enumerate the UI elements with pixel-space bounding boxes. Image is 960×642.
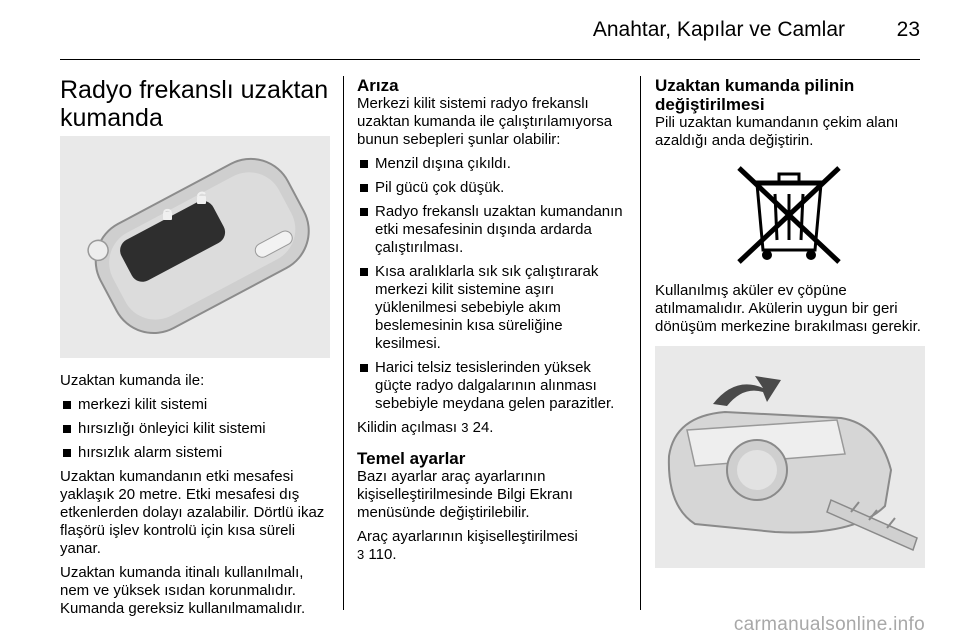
unlock-reference-page: 24. [472,419,494,436]
feature-list [60,396,330,462]
unlock-reference-text: Kilidin açılması [357,419,458,436]
care-paragraph: Uzaktan kumanda itinalı kullanılmalı, nem ve yüksek ısıdan korunmalıdır. Kumanda gereksiz kullanılmamalıdır. [60,564,306,617]
watermark: carmanualsonline.info [733,614,925,635]
column-2 [357,76,627,570]
page-ref-icon: 3 [357,547,365,562]
column-divider-1 [343,76,344,610]
battery-replacement-illustration [655,346,925,568]
crossed-bin-icon [655,158,925,270]
header-rule [60,59,920,60]
column-divider-2 [640,76,641,610]
column-1 [60,76,330,624]
battery-replacement-text: Pili uzaktan kumandanın çekim alanı azaldığı anda değiştirin. [655,114,899,149]
list-item: Pil gücü çok düşük. [357,179,627,197]
settings-reference-page: 110. [368,546,397,563]
settings-reference [357,528,627,564]
fault-cause-list [357,155,627,413]
remote-control-heading: Radyo frekanslı uzaktan kumanda [60,76,329,132]
fault-heading: Arıza [357,76,399,95]
list-item: Radyo frekanslı uzaktan kumandanın etki mesafesinin dışında ardarda çalıştırılması. [357,203,627,257]
page-ref-icon: 3 [461,420,469,435]
column-3 [655,76,925,568]
remote-key-illustration [60,136,330,358]
list-item: merkezi kilit sistemi [60,396,330,414]
list-item: hırsızlık alarm sistemi [60,444,330,462]
page-number: 23 [896,18,920,41]
fault-intro: Merkezi kilit sistemi radyo frekanslı uzaktan kumanda ile çalıştırılamıyorsa bunun sebepleri şunlar olabilir: [357,95,613,148]
intro-text: Uzaktan kumanda ile: [60,372,205,389]
battery-replacement-heading: Uzaktan kumanda pilinin değiştirilmesi [655,76,855,114]
unlock-reference [357,419,627,437]
basic-settings-heading: Temel ayarlar [357,449,466,468]
disposal-paragraph: Kullanılmış aküler ev çöpüne atılmamalıdır. Akülerin uygun bir geri dönüşüm merkezine bırakılması gerekir. [655,282,921,335]
list-item: Kısa aralıklarla sık sık çalıştırarak merkezi kilit sistemine aşırı yüklenilmesi sebebiyle akım beslemesinin kısa süreliğine kesilmesi. [357,263,627,353]
settings-reference-text: Araç ayarlarının kişiselleştirilmesi [357,528,578,545]
list-item: Menzil dışına çıkıldı. [357,155,627,173]
settings-paragraph: Bazı ayarlar araç ayarlarının kişiselleştirilmesinde Bilgi Ekranı menüsünde değiştirilebilir. [357,468,573,521]
header-title: Anahtar, Kapılar ve Camlar [592,18,845,41]
range-paragraph: Uzaktan kumandanın etki mesafesi yaklaşık 20 metre. Etki mesafesi dış etkenlerden dolayı azalabilir. Dörtlü ikaz flaşörü işlev kontrolü için kısa süreli yanar. [60,468,325,557]
list-item: Harici telsiz tesislerinden yüksek güçte radyo dalgalarının alınması sebebiyle meydana gelen parazitler. [357,359,627,413]
list-item: hırsızlığı önleyici kilit sistemi [60,420,330,438]
